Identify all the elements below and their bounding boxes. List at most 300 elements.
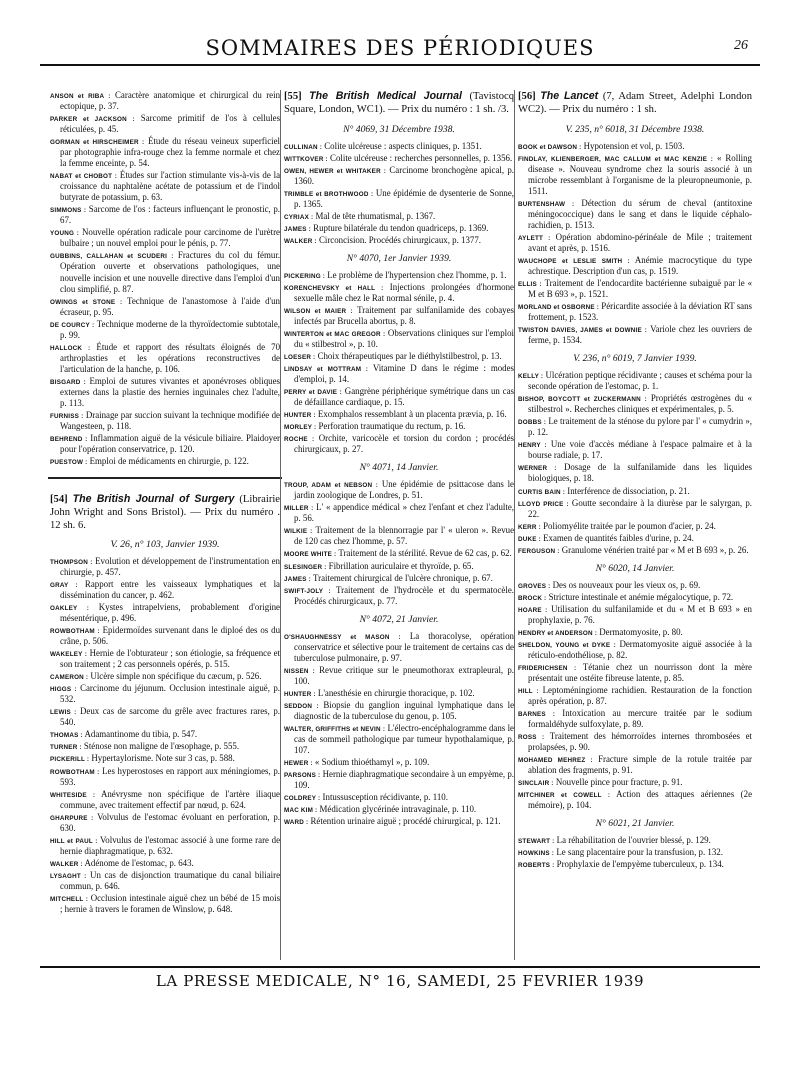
article-title: Une voie d'accès médiane à l'espace palmaire et à la bourse radiale, p. 17. bbox=[528, 439, 752, 461]
footer-rule bbox=[40, 966, 760, 968]
article-entry bbox=[284, 328, 514, 350]
journal-number: [54] bbox=[50, 494, 68, 506]
article-entry bbox=[284, 270, 514, 281]
article-authors: DE COURCY : bbox=[50, 321, 95, 329]
article-entry bbox=[50, 136, 280, 169]
article-entry bbox=[50, 671, 280, 682]
article-authors: ROCHE : bbox=[284, 436, 315, 444]
article-authors: PARKER et JACKSON : bbox=[50, 116, 135, 124]
article-authors: ROWBOTHAM : bbox=[50, 768, 100, 776]
article-entry bbox=[50, 296, 280, 318]
section-separator bbox=[48, 477, 282, 479]
article-title: Gangrène périphérique symétrique dans un cas de défaillance cardiaque, p. 15. bbox=[294, 386, 514, 408]
article-title: Observations cliniques sur l'emploi du « stilbestrol », p. 10. bbox=[294, 328, 515, 350]
article-title: Dermatomyosite, p. 80. bbox=[599, 626, 683, 637]
article-authors: MITCHINER et COWELL : bbox=[518, 792, 611, 800]
article-title: Tétanie chez un nourrisson dont la mère présentait une ostéite fibreuse latente, p. 85. bbox=[528, 661, 752, 683]
article-authors: WALTER, GRIFFITHS et NEVIN : bbox=[284, 725, 386, 733]
article-title: Colite ulcéreuse : recherches personnelles, p. 1356. bbox=[330, 152, 513, 163]
article-title: Dosage de la sulfanilamide dans les liquides biologiques, p. 18. bbox=[528, 462, 753, 484]
article-entry bbox=[518, 278, 752, 300]
article-authors: BROCK : bbox=[518, 594, 547, 602]
article-entry bbox=[284, 502, 514, 524]
article-title: Volvulus de l'estomac associé à une forme rare de hernie diaphragmatique, p. 632. bbox=[60, 834, 281, 856]
article-authors: BOOK et DAWSON : bbox=[518, 143, 582, 151]
article-authors: CURTIS BAIN : bbox=[518, 488, 566, 496]
journal-number: [55] bbox=[284, 91, 302, 102]
article-title: Traitement de la stérilité. Revue de 62 cas, p. 62. bbox=[338, 548, 512, 559]
article-title: Caractère anatomique et chirurgical du rein ectopique, p. 37. bbox=[60, 90, 281, 112]
article-entry bbox=[518, 462, 752, 484]
article-authors: GRAY : bbox=[50, 582, 78, 589]
article-title: Occlusion intestinale aiguë chez un bébé de 15 mois ; hernie à travers le foramen de Winslow, p. 648. bbox=[60, 892, 281, 914]
article-entry bbox=[50, 812, 280, 834]
article-authors: MOORE WHITE : bbox=[284, 551, 337, 559]
article-title: Un cas de disjonction traumatique du canal biliaire commun, p. 646. bbox=[60, 869, 281, 891]
article-entry bbox=[50, 753, 280, 764]
article-title: Emploi de médicaments en chirurgie, p. 122. bbox=[89, 456, 249, 466]
article-title: Hypertaylorisme. Note sur 3 cas, p. 588. bbox=[91, 753, 235, 764]
article-entry bbox=[518, 847, 752, 858]
article-entry bbox=[284, 305, 514, 327]
article-entry bbox=[518, 141, 752, 152]
article-title: Evolution et développement de l'instrumentation en chirurgie, p. 457. bbox=[60, 555, 280, 577]
article-entry bbox=[284, 757, 514, 768]
column-1 bbox=[50, 90, 280, 916]
article-authors: GORMAN et HIRSCHEIMER : bbox=[50, 139, 145, 147]
article-title: Drainage par succion suivant la technique modifiée de Wangesteen, p. 118. bbox=[60, 409, 280, 431]
article-title: Le problème de l'hypertension chez l'homme, p. 1. bbox=[327, 269, 507, 280]
article-authors: LLOYD PRICE : bbox=[518, 500, 569, 508]
article-title: Intussusception récidivante, p. 110. bbox=[322, 791, 448, 802]
article-entry bbox=[518, 370, 752, 392]
article-title: Hernie diaphragmatique secondaire à un empyème, p. 109. bbox=[294, 768, 515, 790]
article-title: Traitement de l'hydrocèle et du spermatocèle. Procédés chirurgicaux, p. 77. bbox=[294, 584, 514, 606]
article-entry bbox=[518, 835, 752, 846]
page-number: 26 bbox=[734, 38, 748, 53]
article-authors: OAKLEY : bbox=[50, 605, 90, 613]
article-authors: CULLINAN : bbox=[284, 143, 323, 151]
article-authors: OWINGS et STONE : bbox=[50, 298, 123, 306]
article-title: Kystes intrapelviens, probablement d'origine mésentérique, p. 496. bbox=[60, 602, 280, 624]
article-title: « Rolling disease ». Nouveau syndrome chez la souris associé à un microbe ressemblant à l'organisme de la pleuropneumonie, p. 1511. bbox=[528, 152, 752, 196]
article-authors: ROBERTS : bbox=[518, 862, 555, 870]
article-title: Études sur l'action stimulante vis-à-vis de la croissance du naphtalène acétate de potassium et de l'indol butyrate de potassium, p. 63. bbox=[60, 170, 281, 203]
article-authors: KERR : bbox=[518, 523, 541, 531]
article-entry bbox=[50, 683, 280, 705]
article-entry bbox=[284, 769, 514, 791]
article-entry bbox=[50, 433, 280, 455]
article-entry bbox=[284, 816, 514, 827]
page-footer: LA PRESSE MEDICALE, N° 16, SAMEDI, 25 FEVRIER 1939 bbox=[155, 972, 645, 990]
article-title: Choix thérapeutiques par le diéthylstilbestrol, p. 13. bbox=[317, 351, 502, 362]
article-entry bbox=[284, 548, 514, 559]
article-title: Intoxication au mercure traitée par le sodium formaldéhyde sulfoxylate, p. 89. bbox=[528, 707, 753, 729]
article-entry bbox=[50, 410, 280, 432]
article-authors: DOBBS : bbox=[518, 419, 547, 427]
article-entry bbox=[284, 211, 514, 222]
article-authors: SLESINGER : bbox=[284, 563, 327, 571]
article-authors: GHARPURE : bbox=[50, 814, 94, 822]
article-authors: HENDRY et ANDERSON : bbox=[518, 629, 597, 637]
article-authors: ROSS : bbox=[518, 733, 545, 741]
article-authors: PERRY et DAVIE : bbox=[284, 389, 342, 397]
article-entry bbox=[284, 282, 514, 304]
article-authors: WITTKOVER : bbox=[284, 155, 328, 163]
article-authors: BISHOP, BOYCOTT et ZUCKERMANN : bbox=[518, 396, 647, 404]
article-title: Des os nouveaux pour les vieux os, p. 69. bbox=[552, 579, 701, 590]
article-authors: PICKERING : bbox=[284, 272, 326, 280]
article-entry bbox=[284, 665, 514, 687]
article-title: Carcinome du jéjunum. Occlusion intestinale aiguë, p. 532. bbox=[60, 683, 280, 705]
article-authors: WAKELEY : bbox=[50, 651, 88, 659]
article-title: Inflammation aiguë de la vésicule biliaire. Plaidoyer pour l'opération conservatrice, p. 120. bbox=[60, 432, 280, 454]
issue-label: N° 4070, 1er Janvier 1939. bbox=[346, 253, 452, 265]
article-title: Prophylaxie de l'empyème tuberculeux, p. 134. bbox=[556, 859, 724, 870]
article-title: Examen de quantités faibles d'urine, p. 24. bbox=[543, 532, 694, 543]
article-entry bbox=[50, 90, 280, 112]
article-entry bbox=[518, 627, 752, 638]
article-title: Le sang placentaire pour la transfusion, p. 132. bbox=[556, 847, 723, 858]
article-entry bbox=[518, 255, 752, 277]
article-authors: WILKIE : bbox=[284, 528, 313, 536]
article-entry bbox=[284, 573, 514, 584]
article-title: Sténose non maligne de l'œsophage, p. 555. bbox=[83, 741, 240, 752]
col3-volume-list bbox=[518, 124, 752, 870]
article-authors: O'SHAUGHNESSY et MASON : bbox=[284, 633, 401, 641]
article-authors: THOMPSON : bbox=[50, 558, 93, 566]
article-entry bbox=[518, 416, 752, 438]
article-authors: FURNISS : bbox=[50, 412, 84, 420]
article-authors: NABAT et CHOBOT : bbox=[50, 173, 118, 181]
article-authors: HILL et PAUL : bbox=[50, 837, 98, 845]
article-entry bbox=[518, 777, 752, 788]
article-entry bbox=[284, 479, 514, 501]
article-entry bbox=[284, 525, 514, 547]
column-2 bbox=[284, 90, 514, 828]
article-authors: LYSAGHT : bbox=[50, 872, 87, 880]
article-entry bbox=[50, 556, 280, 578]
article-entry bbox=[284, 792, 514, 803]
article-title: Traitement par sulfanilamide des cobayes infectés par Brucella abortus, p. 8. bbox=[294, 305, 514, 327]
article-entry bbox=[518, 754, 752, 776]
article-title: Sarcome primitif de l'os à cellules réticulées, p. 45. bbox=[60, 113, 281, 135]
article-entry bbox=[518, 439, 752, 461]
article-entry bbox=[518, 486, 752, 497]
article-entry bbox=[518, 662, 752, 684]
article-entry bbox=[50, 870, 280, 892]
article-entry bbox=[518, 498, 752, 520]
article-title: Goutte secondaire à la diurèse par le salyrgan, p. 22. bbox=[528, 497, 752, 519]
article-title: Epidermoïdes survenant dans le diploé des os du crâne, p. 506. bbox=[60, 625, 281, 647]
article-authors: MORLEY : bbox=[284, 424, 317, 432]
article-entry bbox=[518, 301, 752, 323]
article-title: Propriétés œstrogènes du « stilbestrol ». Recherches cliniques et expérimentales, p. 5. bbox=[528, 393, 752, 415]
article-title: L'anesthésie en chirurgie thoracique, p. 102. bbox=[317, 687, 475, 698]
article-title: Médication glycérinée intravaginale, p. 110. bbox=[319, 804, 477, 814]
article-entry bbox=[50, 579, 280, 601]
article-entry bbox=[50, 342, 280, 375]
article-authors: BARNES : bbox=[518, 710, 556, 718]
article-title: Perforation traumatique du rectum, p. 16. bbox=[318, 421, 466, 432]
article-title: Injections prolongées d'hormone sexuelle mâle chez le Rat normal sénile, p. 4. bbox=[294, 281, 514, 303]
article-authors: HENRY : bbox=[518, 442, 547, 450]
article-entry bbox=[50, 602, 280, 624]
article-title: Opération abdomino-périnéale de Mile ; traitement avant et après, p. 1516. bbox=[528, 231, 753, 254]
article-authors: SWIFT-JOLY : bbox=[284, 587, 331, 595]
article-title: Étude du réseau veineux superficiel par photographie infra-rouge chez la femme normale et chez la femme enceinte, p. 54. bbox=[60, 136, 280, 169]
article-title: La réhabilitation de l'ouvrier blessé, p. 129. bbox=[556, 835, 711, 846]
article-authors: CYRIAX : bbox=[284, 213, 314, 221]
journal-heading-56 bbox=[518, 90, 752, 117]
issue-label: N° 4069, 31 Décembre 1938. bbox=[343, 123, 455, 135]
issue-label: V. 235, n° 6018, 31 Décembre 1938. bbox=[565, 123, 705, 135]
article-authors: BISGARD : bbox=[50, 378, 86, 386]
article-entry bbox=[50, 789, 280, 811]
article-authors: HALLOCK : bbox=[50, 344, 91, 352]
issue-label: N° 6020, 14 Janvier. bbox=[595, 562, 675, 574]
article-title: Action des attaques aériennes (2e mémoire), p. 104. bbox=[528, 789, 753, 811]
article-authors: WERNER : bbox=[518, 465, 557, 473]
article-entry bbox=[50, 204, 280, 226]
article-title: Vitamine D dans le régime : modes d'emploi, p. 14. bbox=[294, 363, 514, 385]
article-entry bbox=[518, 708, 752, 730]
article-authors: JAMES : bbox=[284, 575, 311, 583]
article-authors: FERGUSON : bbox=[518, 547, 560, 555]
article-title: Deux cas de sarcome du grêle avec fractures rares, p. 540. bbox=[60, 706, 280, 728]
article-title: Anévrysme non spécifique de l'artère iliaque commune, avec traitement effectif par nœud, p. 624. bbox=[60, 788, 280, 810]
article-entry bbox=[518, 545, 752, 556]
journal-publisher: (Tavistocq Square, London, WC1). — Prix du numéro : 1 sh. /3. bbox=[284, 91, 515, 115]
article-authors: TWISTON DAVIES, JAMES et DOWNIE : bbox=[518, 327, 648, 335]
article-authors: MITCHELL : bbox=[50, 895, 89, 903]
article-title: « Sodium thioéthamyl », p. 109. bbox=[314, 756, 430, 767]
article-title: Anémie macrocytique du type achrestique. Description d'un cas, p. 1519. bbox=[528, 255, 753, 277]
article-entry bbox=[518, 859, 752, 870]
article-authors: FRIDERICHSEN : bbox=[518, 664, 577, 672]
article-entry bbox=[284, 688, 514, 699]
article-authors: WARD : bbox=[284, 819, 309, 827]
article-authors: HOARE : bbox=[518, 606, 548, 614]
article-authors: BURTENSHAW : bbox=[518, 200, 575, 208]
article-entry bbox=[518, 533, 752, 544]
article-entry bbox=[518, 580, 752, 591]
article-title: Les hyperostoses en rapport aux méningiomes, p. 593. bbox=[60, 765, 280, 787]
article-authors: WAUCHOPE et LESLIE SMITH : bbox=[518, 258, 630, 266]
article-title: Traitement de la blennorragie par l' « uleron ». Revue de 120 cas chez l'homme, p. 57. bbox=[294, 525, 515, 547]
article-entry bbox=[50, 250, 280, 294]
article-title: Nouvelle opération radicale pour carcinome de l'urètre bulbaire ; un nouvel emploi pour le pénis, p. 77. bbox=[60, 227, 280, 249]
article-authors: HEWER : bbox=[284, 759, 313, 767]
article-authors: SIMMONS : bbox=[50, 207, 87, 215]
article-entry bbox=[50, 741, 280, 752]
article-title: Hypotension et vol, p. 1503. bbox=[583, 140, 685, 151]
article-entry bbox=[284, 141, 514, 152]
article-authors: WILSON et MAIER : bbox=[284, 308, 353, 315]
article-title: Traitement chirurgical de l'ulcère chronique, p. 67. bbox=[313, 572, 493, 583]
article-title: Une épidémie de dysenterie de Sonne, p. 1365. bbox=[294, 187, 515, 209]
article-entry bbox=[284, 723, 514, 756]
article-entry bbox=[50, 648, 280, 670]
article-title: Volvulus de l'estomac évoluant en perforation, p. 630. bbox=[60, 811, 281, 833]
article-title: Fracture simple de la rotule traitée par ablation des fragments, p. 91. bbox=[528, 754, 753, 776]
article-title: Ulcération peptique récidivante ; causes et schéma pour la seconde opération de l'estomac, p. 1. bbox=[528, 370, 752, 392]
article-authors: PARSONS : bbox=[284, 771, 321, 779]
article-title: Adénome de l'estomac, p. 643. bbox=[84, 857, 194, 868]
article-entry bbox=[284, 188, 514, 210]
article-title: Fibrillation auriculaire et thyroïde, p. 65. bbox=[328, 560, 474, 571]
article-title: Rétention urinaire aiguë ; procédé chirurgical, p. 121. bbox=[310, 816, 501, 827]
article-title: Détection du sérum de cheval (antitoxine méningococcique) dans le sang et dans le liquide céphalo-rachidien, p. 1513. bbox=[528, 197, 753, 230]
article-entry bbox=[50, 625, 280, 647]
issue-label: N° 4071, 14 Janvier. bbox=[359, 462, 439, 474]
article-entry bbox=[50, 170, 280, 203]
article-entry bbox=[518, 604, 752, 626]
article-title: Traitement de l'endocardite bactérienne subaiguë par le « M et B 693 », p. 1521. bbox=[528, 278, 753, 300]
article-entry bbox=[50, 766, 280, 788]
article-entry bbox=[50, 456, 280, 467]
article-entry bbox=[284, 631, 514, 664]
article-title: Étude et rapport des résultats éloignés de 70 arthroplasties et les opérations reconstructives de l'articulation de la hanche, p. 106. bbox=[60, 341, 281, 374]
article-title: Poliomyélite traitée par le poumon d'acier, p. 24. bbox=[543, 520, 716, 531]
article-entry bbox=[518, 731, 752, 753]
article-authors: TROUP, ADAM et NEBSON : bbox=[284, 482, 379, 490]
article-authors: WALKER : bbox=[50, 860, 83, 868]
article-authors: LEWIS : bbox=[50, 709, 77, 717]
article-title: Biopsie du ganglion inguinal lymphatique dans le diagnostic de la tuberculose du genou, p. 105. bbox=[294, 699, 515, 721]
article-authors: SEDDON : bbox=[284, 702, 319, 710]
article-authors: CAMERON : bbox=[50, 674, 89, 682]
article-title: Fractures du col du fémur. Opération ouverte et observations pathologiques, une nouvelle incision et une nouvelle directive dans l'emploi d'un clou simplifié, p. 87. bbox=[60, 250, 281, 294]
article-title: Orchite, varicocèle et torsion du cordon ; procédés chirurgicaux, p. 27. bbox=[294, 433, 514, 455]
article-entry bbox=[50, 858, 280, 869]
article-entry bbox=[284, 585, 514, 607]
article-authors: PUESTOW : bbox=[50, 459, 88, 466]
article-authors: MORLAND et OSBORNE : bbox=[518, 304, 600, 312]
article-title: Exomphalos ressemblant à un placenta prævia, p. 16. bbox=[317, 409, 507, 420]
article-title: Rapport entre les vaisseaux lymphatiques et la dissémination du cancer, p. 462. bbox=[60, 579, 280, 601]
article-authors: ROWBOTHAM : bbox=[50, 628, 100, 636]
issue-label: N° 4072, 21 Janvier. bbox=[359, 613, 439, 625]
article-entry bbox=[284, 351, 514, 362]
article-entry bbox=[518, 232, 752, 254]
article-authors: SINCLAIR : bbox=[518, 780, 554, 788]
article-authors: LINDSAY et MOTTRAM : bbox=[284, 366, 369, 374]
article-title: Nouvelle pince pour fracture, p. 91. bbox=[555, 777, 683, 788]
article-entry bbox=[50, 893, 280, 915]
article-authors: WALKER : bbox=[284, 237, 317, 245]
article-title: La thoracolyse, opération conservatrice et sélective pour le traitement de certains cas de tuberculose pulmonaire, p. 97. bbox=[294, 630, 514, 663]
article-authors: JAMES : bbox=[284, 225, 311, 233]
article-title: Variole chez les ouvriers de ferme, p. 1534. bbox=[528, 324, 752, 346]
page-title: SOMMAIRES DES PÉRIODIQUES bbox=[205, 36, 595, 60]
article-entry bbox=[284, 153, 514, 164]
article-entry bbox=[284, 433, 514, 455]
article-title: L' « appendice médical » chez l'enfant et chez l'adulte, p. 56. bbox=[294, 502, 514, 524]
journal-name: The British Journal of Surgery bbox=[72, 493, 235, 506]
article-entry bbox=[50, 227, 280, 249]
journal-name: The British Medical Journal bbox=[309, 90, 462, 102]
article-authors: MILLER : bbox=[284, 505, 314, 513]
article-entry bbox=[518, 393, 752, 415]
article-authors: FINDLAY, KLIENBERGER, MAC CALLUM et MAC KENZIE : bbox=[518, 155, 714, 163]
article-authors: ANSON et RIBA : bbox=[50, 93, 111, 100]
column-divider bbox=[280, 90, 281, 960]
article-entry bbox=[518, 153, 752, 197]
article-authors: GUBBINS, CALLAHAN et SCUDERI : bbox=[50, 253, 174, 261]
article-authors: MAC KIM : bbox=[284, 807, 318, 814]
issue-label: N° 6021, 21 Janvier. bbox=[595, 818, 675, 830]
article-authors: HUNTER : bbox=[284, 690, 316, 698]
article-authors: WINTERTON et MAC GREGOR : bbox=[284, 331, 386, 339]
article-authors: NISSEN : bbox=[284, 667, 315, 675]
article-entry bbox=[284, 409, 514, 420]
article-authors: ELLIS : bbox=[518, 281, 542, 289]
journal-number: [56] bbox=[518, 91, 536, 102]
article-entry bbox=[284, 235, 514, 246]
article-authors: HILL : bbox=[518, 687, 539, 695]
article-authors: KORENCHEVSKY et HALL : bbox=[284, 284, 384, 292]
article-authors: OWEN, HEWER et WHITAKER : bbox=[284, 167, 387, 175]
article-entry bbox=[284, 700, 514, 722]
article-entry bbox=[50, 729, 280, 740]
article-entry bbox=[518, 685, 752, 707]
article-authors: COLDREY : bbox=[284, 794, 321, 802]
article-title: Carcinome bronchogène apical, p. 1360. bbox=[294, 164, 514, 186]
header-rule bbox=[40, 64, 760, 66]
article-entry bbox=[284, 363, 514, 385]
article-entry bbox=[518, 592, 752, 603]
journal-heading-55 bbox=[284, 90, 514, 117]
article-title: L'électro-encéphalogramme dans le cas de sommeil pathologique par tumeur hypothalamique, p. 107. bbox=[294, 722, 514, 755]
article-title: Ulcère simple non spécifique du cæcum, p. 526. bbox=[90, 671, 262, 682]
article-title: Granulome vénérien traité par « M et B 693 », p. 26. bbox=[561, 544, 749, 555]
article-title: Revue critique sur le pneumothorax extrapleural, p. 100. bbox=[294, 664, 515, 686]
article-entry bbox=[284, 386, 514, 408]
article-title: Stricture intestinale et anémie mégalocytique, p. 72. bbox=[548, 591, 734, 602]
article-authors: LOESER : bbox=[284, 354, 316, 362]
journal-publisher: (7, Adam Street, Adelphi London WC2). — Prix du numéro : 1 sh. bbox=[518, 91, 752, 115]
article-authors: THOMAS : bbox=[50, 732, 83, 740]
issue-label: V. 236, n° 6019, 7 Janvier 1939. bbox=[573, 353, 697, 365]
article-entry bbox=[284, 421, 514, 432]
article-title: Interférence de dissociation, p. 21. bbox=[567, 485, 690, 496]
journal-heading-54 bbox=[50, 493, 280, 533]
article-authors: HUNTER : bbox=[284, 412, 316, 420]
article-title: Adamantinome du tibia, p. 547. bbox=[84, 729, 198, 740]
article-entry bbox=[518, 198, 752, 231]
article-title: Circoncision. Procédés chirurgicaux, p. 1377. bbox=[318, 234, 481, 245]
article-authors: HIGGS : bbox=[50, 686, 77, 694]
article-entry bbox=[50, 113, 280, 135]
article-title: Leptoméningiome rachidien. Restauration de la fonction après opération, p. 87. bbox=[528, 684, 752, 706]
article-title: Hernie de l'obturateur ; son étiologie, sa fréquence et son traitement ; 2 cas personnels opérés, p. 515. bbox=[60, 648, 281, 670]
col1-entry-list bbox=[50, 90, 280, 467]
article-authors: MOHAMED MEHREZ : bbox=[518, 757, 593, 765]
article-title: Péricardite associée à la déviation RT sans frottement, p. 1523. bbox=[528, 301, 753, 323]
journal54-entry-list bbox=[50, 556, 280, 915]
article-title: Technique de l'anastomose à l'aide d'un écraseur, p. 95. bbox=[60, 295, 280, 317]
col2-issue-list bbox=[284, 124, 514, 827]
article-authors: WHITESIDE : bbox=[50, 791, 96, 799]
article-entry bbox=[284, 561, 514, 572]
article-authors: TURNER : bbox=[50, 744, 82, 752]
article-title: Mal de tête rhumatismal, p. 1367. bbox=[315, 210, 436, 221]
article-title: Sarcome de l'os : facteurs influençant le pronostic, p. 67. bbox=[60, 204, 281, 226]
article-title: Dermatomyosite aiguë associée à la réticulo-endothéliose, p. 82. bbox=[528, 638, 752, 660]
journal-publisher: (Librairie John Wright and Sons Bristol). — Prix du numéro . 12 sh. 6. bbox=[50, 494, 280, 531]
article-authors: DUKE : bbox=[518, 535, 541, 543]
